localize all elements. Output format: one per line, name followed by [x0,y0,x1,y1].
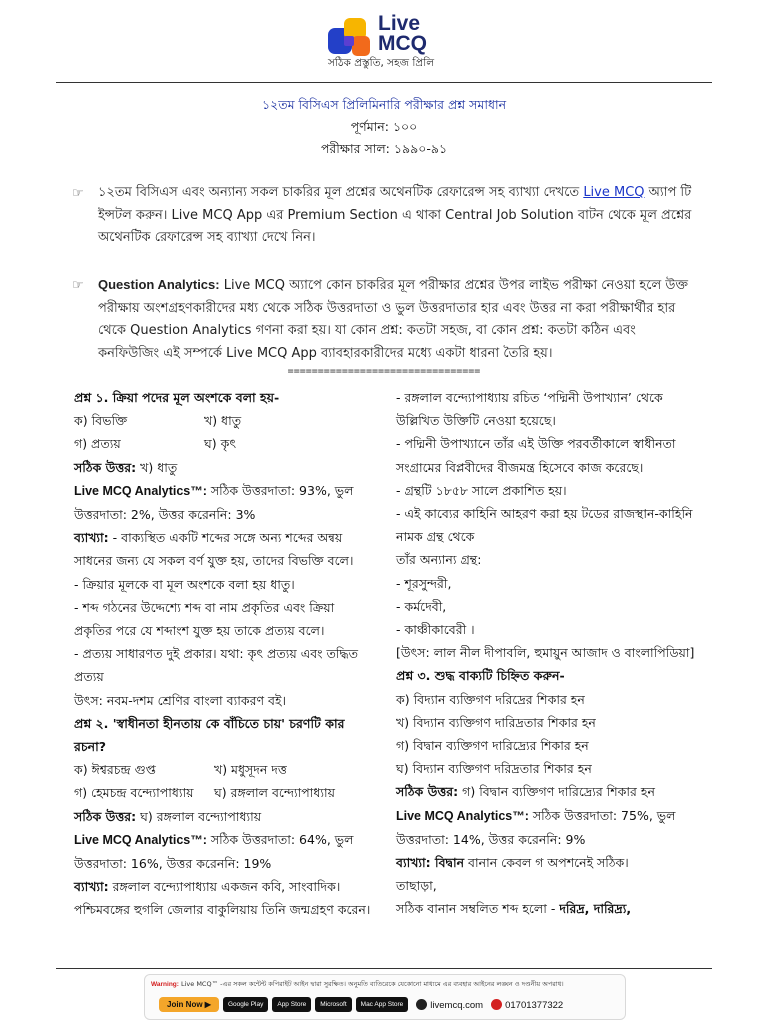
explanation-text: বানান কেবল গ অপশনেই সঠিক। [464,855,629,871]
q1-option-d: ঘ) কৃৎ [204,436,236,452]
q1-option-c: গ) প্রত্যয় [74,436,121,452]
live-mcq-link[interactable]: Live MCQ [583,185,645,200]
warning-label: Warning: [151,981,179,988]
q3-analytics [396,804,696,851]
explanation-label: ব্যাখ্যা: [74,879,109,895]
warning-text: Live MCQ™ -এর সকল কন্টেন্ট কপিরাইট আইন দ্বারা সুরক্ষিত। অনুমতি ব্যতিরেকে যেকোনো মাধ্যমে এর ব্যবহার আইনের লঙ্ঘন ও দণ্ডনীয় অপরাধ। [178,980,564,988]
q3-option-a: ক) বিদ্যান ব্যক্তিগণ দরিদ্রের শিকার হন [396,691,585,707]
q2-options-row-1 [74,758,374,781]
phone-contact[interactable] [491,999,563,1011]
mac-app-store-badge[interactable]: Mac App Store [356,997,409,1012]
note-install-app [72,182,698,250]
q2-explanation-5: - এই কাব্যের কাহিনি আহরণ করা হয় টডের রাজস্থান-কাহিনি নামক গ্রন্থ থেকে [396,506,693,545]
q2-option-d: ঘ) রঙ্গলাল বন্দ্যোপাধ্যায় [214,785,335,801]
explanation-keyword: দরিদ্র, দারিদ্র্য, [559,901,632,917]
right-column [396,386,696,921]
q3-explanation-3 [396,897,696,920]
phone-text: 01701377322 [505,999,564,1011]
analytics-value: সঠিক উত্তরদাতা: 75%, ভুল উত্তরদাতা: 14%, উত্তর করেননি: 9% [396,807,676,847]
bottom-divider [56,968,712,969]
explanation-keyword: বিদ্বান [430,855,465,871]
q1-options-row-2 [74,432,374,455]
q1-option-a: ক) বিভক্তি [74,413,128,429]
q2-answer [74,805,374,828]
question-2: প্রশ্ন ২. 'স্বাধীনতা হীনতায় কে বাঁচিতে চায়' চরণটি কার রচনা? [74,715,345,755]
q3-option-c: গ) বিদ্বান ব্যক্তিগণ দারিদ্র্যের শিকার হন [396,738,589,754]
pointing-hand-icon: ☞ [72,278,84,293]
pointing-hand-icon: ☞ [72,186,84,201]
q1-option-b: খ) ধাতু [204,413,242,429]
q2-explanation-4: - গ্রন্থটি ১৮৫৮ সালে প্রকাশিত হয়। [396,482,567,498]
question-3: প্রশ্ন ৩. শুদ্ধ বাক্যটি চিহ্নিত করুন- [396,668,565,684]
answer-value: খ) ধাতু [136,459,178,475]
note-text: Live MCQ অ্যাপে কোন চাকরির মূল পরীক্ষার প্রশ্নের উপর লাইভ পরীক্ষা নেওয়া হলে উক্ত পরীক্ষায় অংশগ্রহণকারীদের মধ্য থেকে সঠিক উত্তরদাতা ও ভুল উত্তরদাতার হার এবং উত্তর না করা পরীক্ষার্থীর হার থেকে Question Analytics গণনা করা হয়। যা কোন প্রশ্ন: কতটা সহজ, বা কোন প্রশ্ন: কতটা কঠিন এবং কনফিউজিং এই সম্পর্কে Live MCQ App ব্যাবহারকারীদের মধ্যে একটা ধারনা তৈরি হয়। [98,278,689,361]
footer-banner [144,974,626,1020]
q2-explanation-3: - পদ্মিনী উপাখ্যানে তাঁর এই উক্তি পরবর্তীকালে স্বাধীনতা সংগ্রামের বিপ্লবীদের বীজমন্ত্র হিসেবে কাজ করেছে। [396,436,676,475]
logo-line-mcq: MCQ [378,32,427,55]
left-column [74,386,374,922]
q1-analytics [74,479,374,526]
q1-source: উৎস: নবম-দশম শ্রেণির বাংলা ব্যাকরণ বই। [74,692,286,708]
explanation-label: ব্যাখ্যা: [74,530,109,546]
q2-option-b: খ) মধুসূদন দত্ত [214,762,287,778]
explanation-text: সঠিক বানান সম্বলিত শব্দ হলো - [396,901,560,917]
title-block [0,94,768,160]
answer-value: গ) বিদ্বান ব্যক্তিগণ দারিদ্র্যের শিকার হন [458,784,655,800]
q3-explanation [396,851,696,874]
q1-explanation-2: - ক্রিয়ার মূলকে বা মূল অংশকে বলা হয় ধাতু। [74,576,295,592]
explanation-text: - বাক্যস্থিত একটি শব্দের সঙ্গে অন্য শব্দের অন্বয় সাধনের জন্য যে সকল বর্ণ যুক্ত হয়, তাদের বিভক্তি বলে। [74,530,354,569]
analytics-label: Live MCQ Analytics™: [74,483,207,498]
answer-value: ঘ) রঙ্গলাল বন্দ্যোপাধ্যায় [136,808,262,824]
analytics-value: সঠিক উত্তরদাতা: 93%, ভুল উত্তরদাতা: 2%, উত্তর করেননি: 3% [74,482,354,523]
google-play-badge[interactable]: Google Play [223,997,268,1012]
analytics-value: সঠিক উত্তরদাতা: 64%, ভুল উত্তরদাতা: 16%, উত্তর করেননি: 19% [74,831,354,872]
q1-explanation-4: - প্রত্যয় সাধারণত দুই প্রকার। যথা: কৃৎ প্রত্যয় এবং তদ্ধিত প্রত্যয় [74,646,359,685]
answer-label: সঠিক উত্তর: [74,808,137,824]
q1-options-row-1 [74,409,374,432]
footer-actions [159,997,563,1012]
exam-year: পরীক্ষার সাল: ১৯৯০-৯১ [320,141,448,156]
q3-answer [396,780,696,803]
website-text: livemcq.com [430,999,484,1011]
analytics-label: Live MCQ Analytics™: [396,808,529,823]
live-mcq-logo-icon [326,16,372,58]
q2-analytics [74,828,374,875]
logo-tagline: সঠিক প্রস্তুতি, সহজ প্রিলি [328,57,435,69]
q2-work-2: - কর্মদেবী, [396,598,447,614]
q1-answer [74,456,374,479]
explanation-text: রঙ্গলাল বন্দ্যোপাধ্যায় একজন কবি, সাংবাদিক। পশ্চিমবঙ্গের হুগলি জেলার বাকুলিয়ায় তিনি জন্মগ্রহণ করেন। [74,879,371,918]
copyright-warning [151,979,621,990]
q2-explanation [74,875,374,921]
note-question-analytics [72,274,698,365]
q2-work-3: - কাঞ্চীকাবেরী । [396,622,475,638]
question-1: প্রশ্ন ১. ক্রিয়া পদের মূল অংশকে বলা হয়- [74,390,280,405]
globe-icon [416,999,427,1010]
explanation-label: ব্যাখ্যা: [396,855,431,871]
q1-explanation-3: - শব্দ গঠনের উদ্দেশ্যে শব্দ বা নাম প্রকৃতির এবং ক্রিয়া প্রকৃতির পরে যে শব্দাংশ যুক্ত হয় তাকে প্রত্যয় বলে। [74,599,335,639]
q2-explanation-2: - রঙ্গলাল বন্দ্যোপাধ্যায় রচিত ‘পদ্মিনী উপাখ্যান’ থেকে উল্লিখিত উক্তিটি নেওয়া হয়েছে। [396,390,663,429]
q2-source: [উৎস: লাল নীল দীপাবলি, হুমায়ুন আজাদ ও বাংলাপিডিয়া] [396,645,695,661]
app-store-badge[interactable]: App Store [272,997,311,1012]
website-contact[interactable] [416,999,483,1011]
q2-option-a: ক) ঈশ্বরচন্দ্র গুপ্ত [74,762,156,778]
q2-options-row-2 [74,781,374,804]
top-divider [56,82,712,83]
note-heading: Question Analytics: [98,277,220,292]
phone-icon [491,999,502,1010]
answer-label: সঠিক উত্তর: [396,784,459,800]
logo-wordmark [378,14,427,54]
exam-marks: পূর্ণমান: ১০০ [350,119,418,134]
q2-option-c: গ) হেমচন্দ্র বন্দ্যোপাধ্যায় [74,785,194,801]
q3-option-b: খ) বিদ্যান ব্যক্তিগণ দারিদ্রতার শিকার হন [396,714,596,730]
microsoft-store-badge[interactable]: Microsoft [315,997,351,1012]
q1-explanation [74,526,374,572]
q2-works-title: তাঁর অন্যান্য গ্রন্থ: [396,552,482,568]
analytics-label: Live MCQ Analytics™: [74,832,207,847]
page-title: ১২তম বিসিএস প্রিলিমিনারি পরীক্ষার প্রশ্ন সমাধান [261,97,507,112]
logo-line-live: Live [378,12,421,35]
note-text: ১২তম বিসিএস এবং অন্যান্য সকল চাকরির মূল প্রশ্নের অথেনটিক রেফারেন্স সহ ব্যাখ্যা দেখতে [98,185,584,200]
answer-label: সঠিক উত্তর: [74,459,137,475]
live-mcq-logo [326,12,456,72]
q2-work-1: - শূরসুন্দরী, [396,575,452,591]
separator-line: ================================ [287,366,481,377]
q3-option-d: ঘ) বিদ্যান ব্যক্তিগণ দরিদ্রতার শিকার হন [396,761,592,777]
q3-explanation-2: তাছাড়া, [396,878,437,894]
note-text-cont: অ্যাপ টি ইন্সটল করুন। Live MCQ App এর Premium Section এ থাকা Central Job Solution বাটন থেকে মূল প্রশ্নের অথেনটিক রেফারেন্স সহ ব্যাখ্যা দেখে নিন। [98,185,692,245]
join-now-button[interactable]: Join Now ▶ [159,997,219,1012]
